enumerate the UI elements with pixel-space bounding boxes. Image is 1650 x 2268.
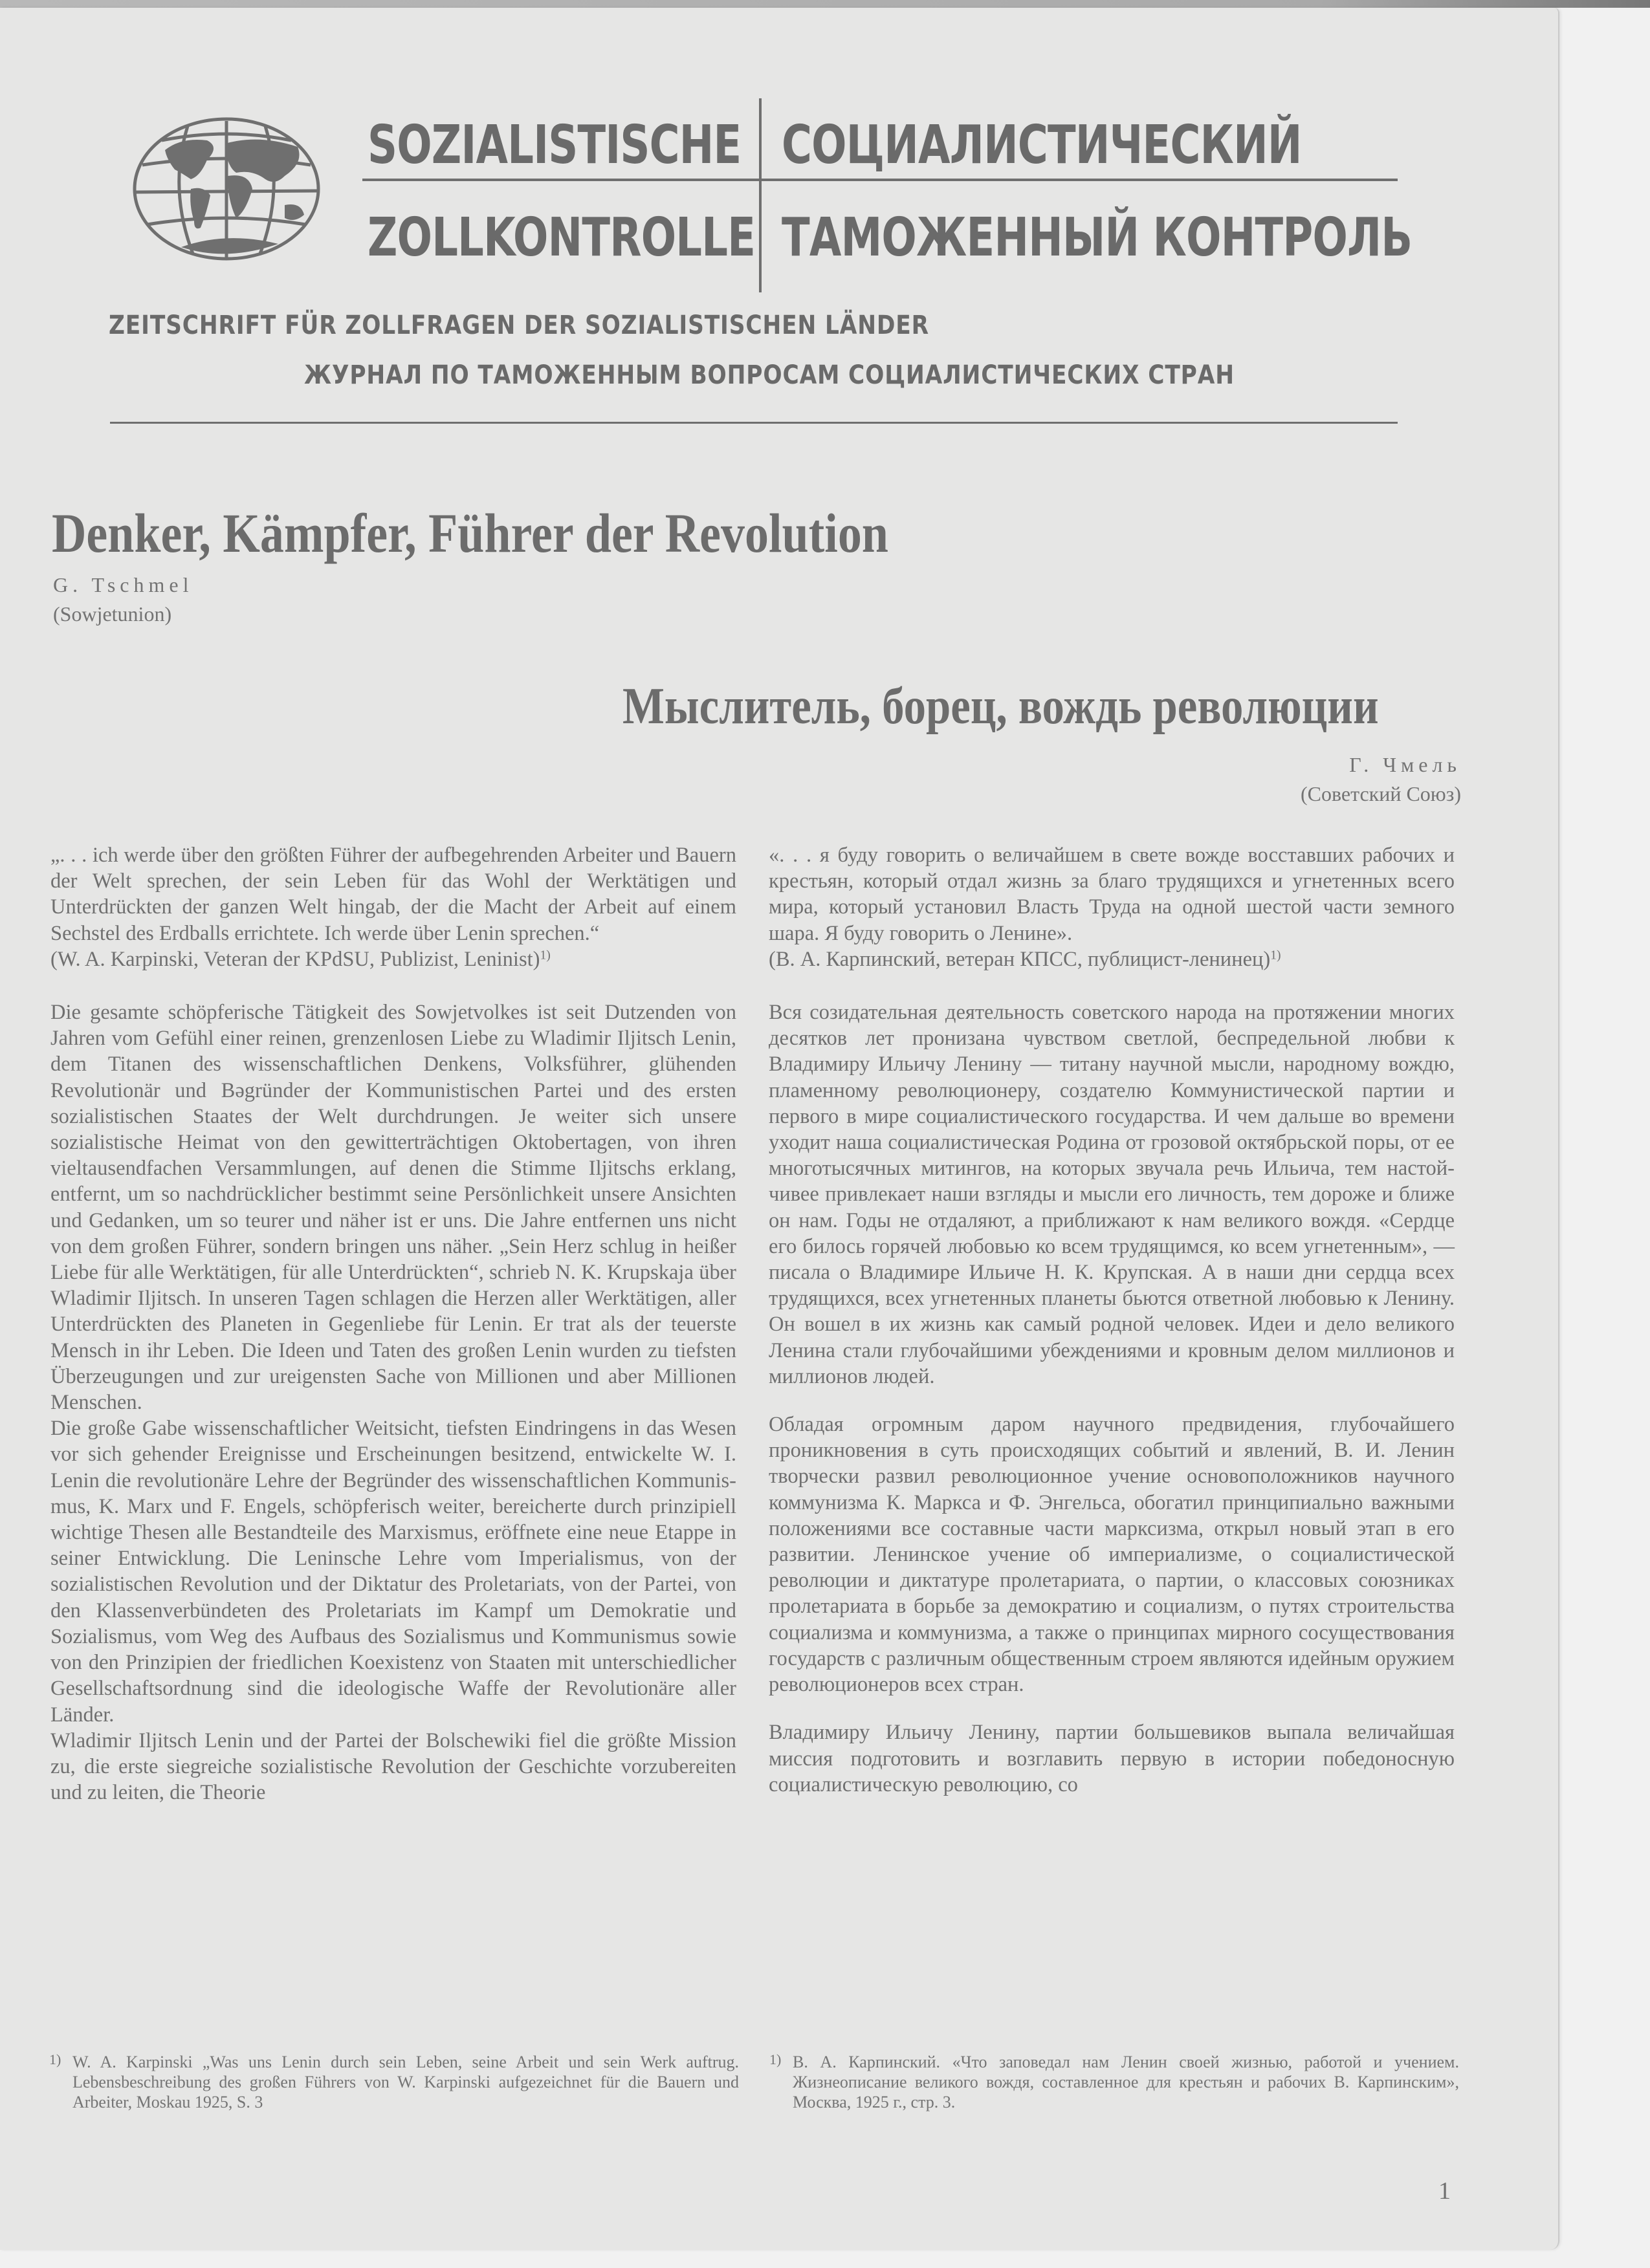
author-de: G. Tschmel (53, 573, 193, 596)
article-title-ru: Мыслитель, борец, вождь революции (622, 678, 1379, 735)
header-rule (110, 422, 1398, 424)
footnote-de: 1) W. A. Karpinski „Was uns Lenin durch sein Leben, seine Arbeit und sein Werk auftrug. Lebensbeschreibung des großen Führers von W. Karpinski aufgezeichnet für die Bauern und Arbeiter, Moskau 1925, S. 3 (72, 2052, 739, 2112)
masthead-divider (759, 98, 762, 292)
masthead-ru-line2: ТАМОЖЕННЫЙ КОНТРОЛЬ (782, 207, 1413, 268)
masthead-rule (362, 179, 1398, 181)
scan-edge (0, 0, 1650, 8)
paragraph-de-1: Die gesamte schöpferische Tätigkeit des Sowjetvolkes ist seit Dutzenden von Jahren vom Gefühl einer reinen, grenzenlosen Liebe zu Wladimir Iljitsch Lenin, dem Titanen des wissenschaftlichen Denkens, Volksführer, glühenden Revolutionär und Bəgründer der Kommunistischen Partei und des ersten sozialistischen Staates der Welt durchdrungen. Je weiter sich unsere sozialistische Heimat von den gewitterträchtigen Oktobertagen, von ihren vieltausendfachen Versammlungen, auf denen die Stimme Iljitschs erklang, entfernt, um so nachdrücklicher bestimmt seine Persönlichkeit unsere Ansichten und Gedanken, um so teurer und näher ist er uns. Die Jahre entfernen uns nicht von dem großen Führer, sondern bringen uns näher. „Sein Herz schlug in heißer Liebe für alle Werktätigen, für alle Unterdrückten“, schrieb N. K. Krupskaja über Wladimir Iljitsch. In unseren Tagen schlagen die Herzen aller Werktätigen, aller Unterdrückten des Planeten in Gegenliebe für Lenin. Er trat als der teuerste Mensch in ihr Leben. Die Ideen und Taten des großen Lenin wurden zu tiefsten Überzeugungen und zur ureigensten Sache von Millionen und aber Millionen Menschen. (50, 1001, 736, 1415)
author-ru: Г. Чмель (1349, 753, 1461, 776)
footnote-number-de: 1) (49, 2051, 61, 2067)
footnote-ref-de: 1) (540, 948, 551, 963)
article-title-de: Denker, Kämpfer, Führer der Revolution (52, 502, 888, 564)
masthead-ru-line1: СОЦИАЛИСТИЧЕСКИЙ (782, 114, 1302, 176)
column-ru (769, 842, 1455, 1798)
footnote-ref-ru: 1) (1270, 948, 1281, 963)
epigraph-de: „. . . ich werde über den größten Führer der aufbegehrenden Arbeiter und Bauern der Welt sprechen, der sein Leben für das Wohl der Werktätigen und Unterdrückten der ganzen Welt hingab, der die Macht der Arbeit auf einem Sechstel des Erdballs errichtete. Ich werde über Lenin sprechen.“ (50, 844, 736, 945)
author-country-ru: (Советский Союз) (1300, 782, 1461, 805)
subtitle-de: ZEITSCHRIFT FÜR ZOLLFRAGEN DER SOZIALISTISCHEN LÄNDER (109, 311, 929, 340)
paragraph-de-3: Wladimir Iljitsch Lenin und der Partei der Bolschewiki fiel die größte Mission zu, die erste siegreiche sozialistische Revolution der Geschichte vorzubereiten und zu leiten, die Theorie (50, 1728, 736, 1805)
epigraph-source-ru: (В. А. Карпинский, ветеран КПСС, публицист-ленинец)$^{1)}$ (769, 947, 1281, 971)
paragraph-ru-3: Владимиру Ильичу Ленину, партии большевиков выпала величайшая миссия подготовить и возглавить первую в истории победоносную социалистическую революцию, со (769, 1721, 1455, 1796)
globe-icon (129, 114, 324, 263)
paragraph-ru-1: Вся созидательная деятельность советского народа на протяжении многих десятков лет пронизана чувством светлой, беспредельной любви к Владимиру Ильичу Ленину — титану научной мысли, народному вождю, пламенному революционеру, создателю Коммунистической партии и первого в мире социалистического государства. И чем дальше во времени уходит наша социалистическая Родина от грозовой октябрьской поры, от ее многотысячных митингов, на которых звучала речь Ильича, тем настойчивее привлекает наши взгляды и мысли его личность, тем дороже и ближе он нам. Годы не отдаляют, а приближают к нам великого вождя. «Сердце его билось горячей любовью ко всем трудящимся, ко всем угнетенным», — писала о Владимире Ильиче Н. К. Крупская. А в наши дни сердца всех трудящихся, всех угнетенных планеты бьются ответной любовью к Ленину. Он вошел в их жизнь как самый родной человек. Идеи и дело великого Ленина стали глубочайшими убеждениями и кровным делом миллионов и миллионов людей. (769, 1001, 1455, 1388)
author-country-de: (Sowjetunion) (53, 602, 172, 626)
footnote-number-ru: 1) (769, 2051, 782, 2067)
epigraph-source-de: (W. A. Karpinski, Veteran der KPdSU, Publizist, Leninist)$^{1)}$ (50, 947, 551, 971)
subtitle-ru: ЖУРНАЛ ПО ТАМОЖЕННЫМ ВОПРОСАМ СОЦИАЛИСТИЧЕСКИХ СТРАН (304, 360, 1235, 390)
journal-page (0, 8, 1559, 2250)
masthead-de-line1: SOZIALISTISCHE (368, 114, 742, 176)
masthead-de-line2: ZOLLKONTROLLE (368, 207, 756, 268)
column-de (50, 842, 736, 1805)
page-number: 1 (1438, 2177, 1451, 2205)
paragraph-ru-2: Обладая огромным даром научного предвидения, глубочайшего проникновения в суть происходящих событий и явлений, В. И. Ленин творчески развил революционное учение основоположников научного коммунизма К. Маркса и Ф. Энгельса, обогатил принципиально важными положениями все составные части марксизма, открыл новый этап в его развитии. Ленинское учение об империализме, о социалистической революции и диктатуре пролетариата, о партии, о классовых союзниках пролетариата в борьбе за демократию и социализм, о путях строительства социализма и коммунизма, а также о принципах мирного сосуществования государств с различным общественным строем являются идейным оружием революционеров всех стран. (769, 1413, 1455, 1697)
footnote-ru: 1) В. А. Карпинский. «Что заповедал нам Ленин своей жизнью, работой и учением. Жизнеописание великого вождя, составленное для крестьян и рабочих В. Карпинским», Москва, 1925 г., стр. 3. (793, 2052, 1459, 2112)
paragraph-de-2: Die große Gabe wissenschaftlicher Weitsicht, tiefsten Eindringens in das Wesen vor sich gehender Ereignisse und Erscheinungen besitzend, entwickelte W. I. Lenin die revolutionäre Lehre der Begründer des wissenschaftlichen Kommunismus, K. Marx und F. Engels, schöpferisch weiter, bereicherte durch prinzipiell wichtige Thesen alle Bestandteile des Marxismus, eröffnete eine neue Etappe in seiner Entwicklung. Die Leninsche Lehre vom Imperialismus, von der sozialistischen Revolution und der Diktatur des Proletariats, von der Partei, von den Klassenverbündeten des Proletariats im Kampf um Demokratie und Sozialismus, vom Weg des Aufbaus des Sozialismus und Kommunismus sowie von den Prinzipien der friedlichen Koexistenz von Staaten mit unterschiedlicher Gesellschaftsordnung sind die ideologische Waffe der Revolutionäre aller Länder. (50, 1417, 736, 1727)
epigraph-ru: «. . . я буду говорить о величайшем в свете вожде восставших рабочих и крестьян, который отдал жизнь за благо трудящихся и угнетенных всего мира, который установил Власть Труда на одной шестой части земного шара. Я буду говорить о Ленине». (769, 844, 1455, 945)
